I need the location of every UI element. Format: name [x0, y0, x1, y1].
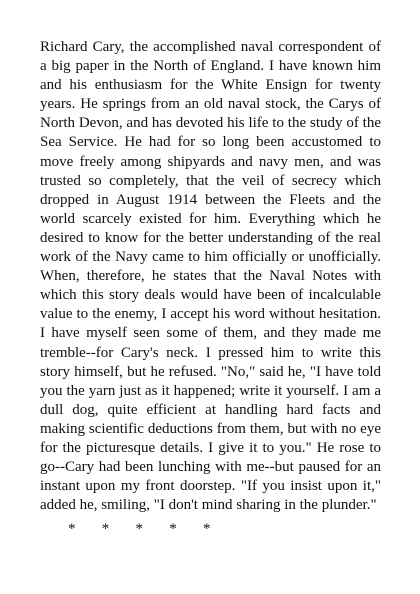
document-page	[40, 38, 381, 539]
section-separator: * * * * *	[68, 521, 211, 538]
body-paragraph: Richard Cary, the accomplished naval correspondent of a big paper in the North of England. I have known him and his enthusiasm for the White Ensign for twenty years. He springs from an old naval stock, the Carys of North Devon, and has devoted his life to the study of the Sea Service. He had for so long been accustomed to move freely among shipyards and navy men, and was trusted so completely, that the veil of secrecy which dropped in August 1914 between the Fleets and the world scarcely existed for him. Everything which he desired to know for the better understanding of the real work of the Navy came to him officially or unofficially. When, therefore, he states that the Naval Notes with which this story deals would have been of incalculable value to the enemy, I accept his word without hesitation. I have myself seen some of them, and they made me tremble--for Cary's neck. I pressed him to write this story himself, but he refused. "No," said he, "I have told you the yarn just as it happened; write it yourself. I am a dull dog, quite efficient at handling hard facts and making scientific deductions from them, but with no eye for the picturesque details. I give it to you." He rose to go--Cary had been lunching with me--but paused for an instant upon my front doorstep. "If you insist upon it," added he, smiling, "I don't mind sharing in the plunder."	[40, 39, 381, 514]
